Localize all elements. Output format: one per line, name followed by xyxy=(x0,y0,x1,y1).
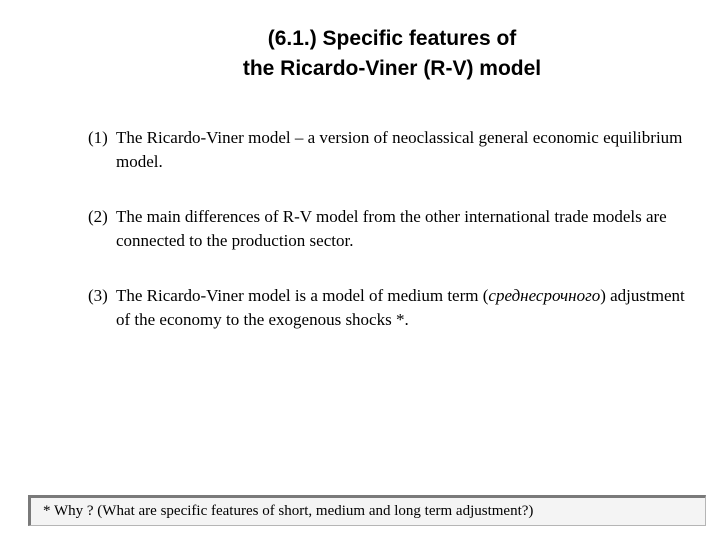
feature-text-2: The main differences of R-V model from the other international trade models are connected to the production sector. xyxy=(116,207,667,250)
feature-item-2 xyxy=(88,205,698,253)
feature-text-3-end: ) adjustment of the economy to the exogenous shocks *. xyxy=(116,286,685,329)
feature-number-3: (3) xyxy=(88,286,108,305)
feature-item-3 xyxy=(88,284,698,332)
feature-item-1 xyxy=(88,126,698,174)
feature-text-3-start: The Ricardo-Viner model is a model of medium term ( xyxy=(116,286,489,305)
slide-title-line-1: (6.1.) Specific features of xyxy=(267,27,517,50)
feature-text-3 xyxy=(116,286,685,329)
feature-text-1: The Ricardo-Viner model – a version of neoclassical general economic equilibrium model. xyxy=(116,128,683,171)
footnote-text: * Why ? (What are specific features of short, medium and long term adjustment?) xyxy=(43,503,534,519)
feature-list xyxy=(88,126,698,363)
russian-term: среднесрочного xyxy=(488,286,601,305)
feature-number-2: (2) xyxy=(88,207,108,226)
feature-number-1: (1) xyxy=(88,128,108,147)
footnote-box xyxy=(28,495,706,526)
slide-title-line-2: the Ricardo-Viner (R-V) model xyxy=(242,57,542,80)
slide-title xyxy=(0,24,720,84)
